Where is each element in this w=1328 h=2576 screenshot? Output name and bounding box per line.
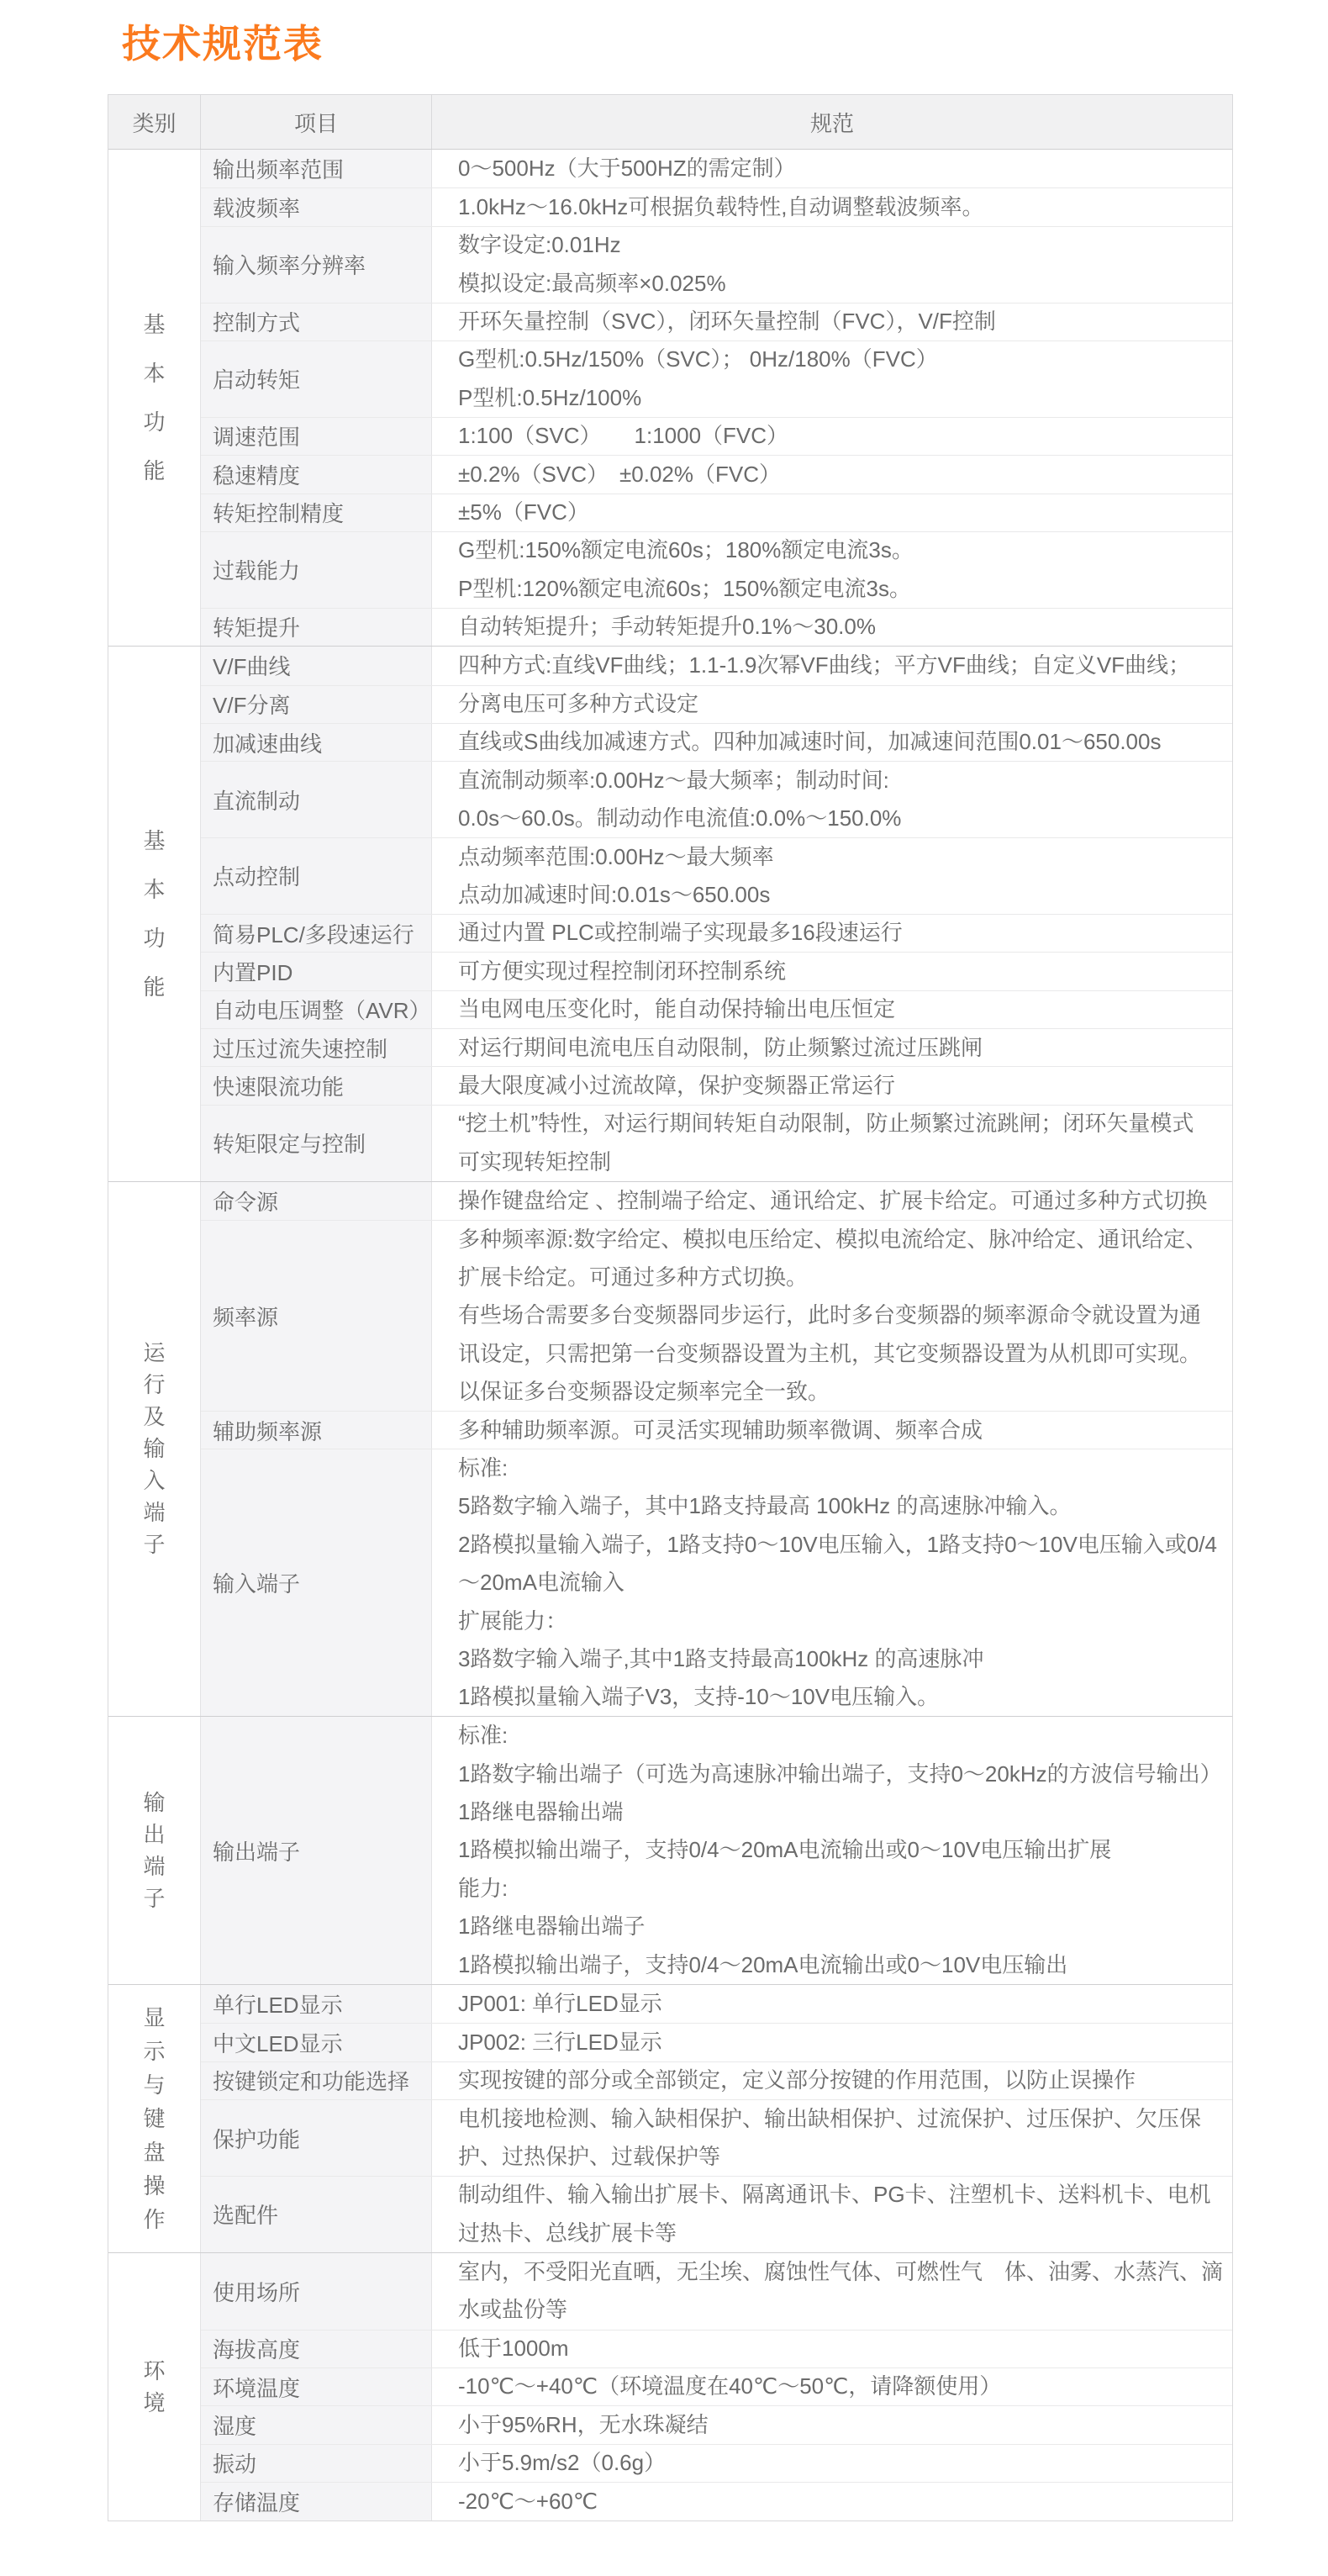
- spec-line: 自动转矩提升；手动转矩提升0.1%～30.0%: [458, 614, 876, 640]
- item-cell: 频率源: [201, 1221, 432, 1411]
- spec-cell: [432, 609, 1232, 646]
- spec-line: 以保证多台变频器设定频率完全一致。: [458, 1379, 830, 1405]
- category-char: 能: [143, 458, 166, 484]
- spec-cell: [432, 456, 1232, 493]
- category-char: 操: [143, 2172, 166, 2199]
- spec-cell: [432, 1985, 1232, 2023]
- spec-line: 点动加减速时间:0.01s～650.00s: [458, 882, 771, 907]
- spec-line: JP001: 单行LED显示: [458, 1991, 662, 2017]
- spec-line: G型机:0.5Hz/150%（SVC）； 0Hz/180%（FVC）: [458, 346, 938, 372]
- spec-line: ±0.2%（SVC） ±0.02%（FVC）: [458, 461, 781, 487]
- spec-cell: [432, 2024, 1232, 2061]
- table-row: [201, 2367, 1232, 2405]
- item-cell: 转矩控制精度: [201, 494, 432, 531]
- item-cell: 启动转矩: [201, 341, 432, 417]
- item-cell: 稳速精度: [201, 456, 432, 493]
- category-cell: [108, 150, 201, 646]
- table-row: [201, 952, 1232, 990]
- item-cell: 加减速曲线: [201, 724, 432, 761]
- spec-line: 可实现转矩控制: [458, 1148, 612, 1175]
- item-cell: 中文LED显示: [201, 2024, 432, 2061]
- spec-cell: [432, 2483, 1232, 2520]
- spec-line: G型机:150%额定电流60s；180%额定电流3s。: [458, 537, 914, 563]
- table-row: [201, 685, 1232, 723]
- table-row: [201, 2061, 1232, 2099]
- spec-line: 直线或S曲线加减速方式。四种加减速时间，加减速间范围0.01～650.00s: [458, 729, 1162, 755]
- table-row: [201, 1220, 1232, 1411]
- spec-line: 模拟设定:最高频率×0.025%: [458, 270, 726, 296]
- table-row: [201, 2023, 1232, 2061]
- category-char: 显: [143, 2004, 166, 2030]
- spec-cell: [432, 1221, 1232, 1411]
- spec-line: 开环矢量控制（SVC），闭环矢量控制（FVC），V/F控制: [458, 309, 996, 335]
- table-row: [201, 187, 1232, 225]
- spec-cell: [432, 2253, 1232, 2330]
- category-char: 输: [143, 1790, 166, 1816]
- table-row: [201, 494, 1232, 531]
- spec-line: 讯设定，只需把第一台变频器设置为主机，其它变频器设置为从机即可实现。: [458, 1340, 1202, 1366]
- category-cell: [108, 1182, 201, 1717]
- spec-line: 扩展卡给定。可通过多种方式切换。: [458, 1264, 809, 1290]
- spec-line: 1路继电器输出端子: [458, 1914, 646, 1940]
- spec-line: 实现按键的部分或全部锁定，定义部分按键的作用范围，以防止误操作: [458, 2067, 1136, 2093]
- item-cell: 选配件: [201, 2177, 432, 2252]
- spec-line: 最大限度减小过流故障，保护变频器正常运行: [458, 1072, 896, 1098]
- item-cell: 快速限流功能: [201, 1067, 432, 1104]
- spec-cell: [432, 532, 1232, 608]
- table-row: [201, 2099, 1232, 2176]
- category-char: 本: [143, 876, 166, 902]
- spec-cell: [432, 991, 1232, 1028]
- item-cell: 过载能力: [201, 532, 432, 608]
- item-cell: 过压过流失速控制: [201, 1029, 432, 1066]
- category-char: 境: [143, 2389, 166, 2415]
- spec-cell: [432, 150, 1232, 187]
- table-row: [201, 647, 1232, 684]
- section-rows: [201, 647, 1232, 1181]
- spec-line: JP002: 三行LED显示: [458, 2029, 662, 2055]
- item-cell: 按键锁定和功能选择: [201, 2062, 432, 2099]
- category-char: 功: [143, 409, 166, 435]
- category-char: 基: [143, 827, 166, 853]
- item-cell: V/F分离: [201, 686, 432, 723]
- category-cell: [108, 647, 201, 1181]
- item-cell: 湿度: [201, 2406, 432, 2443]
- item-cell: 保护功能: [201, 2100, 432, 2176]
- item-cell: 点动控制: [201, 838, 432, 914]
- spec-cell: [432, 2100, 1232, 2176]
- spec-line: 扩展能力：: [458, 1607, 568, 1634]
- spec-line: ±5%（FVC）: [458, 499, 589, 525]
- spec-line: -20℃～+60℃: [458, 2488, 598, 2514]
- section-rows: [201, 2253, 1232, 2521]
- spec-cell: [432, 1449, 1232, 1716]
- spec-cell: [432, 686, 1232, 723]
- spec-cell: [432, 2368, 1232, 2405]
- table-row: [201, 608, 1232, 646]
- table-row: [201, 761, 1232, 837]
- table-row: [201, 1066, 1232, 1104]
- table-row: [201, 1717, 1232, 1984]
- item-cell: 输入频率分辨率: [201, 227, 432, 303]
- spec-line: 3路数字输入端子,其中1路支持最高100kHz 的高速脉冲: [458, 1645, 984, 1671]
- section-rows: [201, 1985, 1232, 2252]
- table-row: [201, 1449, 1232, 1716]
- spec-line: 1:100（SVC） 1:1000（FVC）: [458, 423, 789, 449]
- item-cell: 输入端子: [201, 1449, 432, 1716]
- spec-line: 对运行期间电流电压自动限制，防止频繁过流过压跳闸: [458, 1034, 983, 1060]
- spec-line: 点动频率范围:0.00Hz～最大频率: [458, 843, 774, 869]
- item-cell: V/F曲线: [201, 647, 432, 684]
- table-section: [108, 1181, 1232, 1717]
- spec-cell: [432, 2445, 1232, 2482]
- spec-cell: [432, 1067, 1232, 1104]
- item-cell: 调速范围: [201, 418, 432, 455]
- spec-cell: [432, 953, 1232, 990]
- spec-line: 低于1000m: [458, 2336, 569, 2362]
- table-row: [201, 2444, 1232, 2482]
- spec-line: 1路数字输出端子（可选为高速脉冲输出端子，支持0～20kHz的方波信号输出）: [458, 1760, 1222, 1787]
- spec-cell: [432, 494, 1232, 531]
- section-rows: [201, 1717, 1232, 1984]
- spec-line: 当电网电压变化时，能自动保持输出电压恒定: [458, 996, 896, 1022]
- spec-cell: [432, 227, 1232, 303]
- spec-line: 电机接地检测、输入缺相保护、输出缺相保护、过流保护、过压保护、欠压保: [458, 2105, 1202, 2131]
- spec-line: 通过内置 PLC或控制端子实现最多16段速运行: [458, 920, 903, 946]
- spec-line: 过热卡、总线扩展卡等: [458, 2220, 677, 2246]
- category-char: 运: [143, 1340, 166, 1366]
- spec-line: 1路模拟输出端子，支持0/4～20mA电流输出或0～10V电压输出扩展: [458, 1837, 1112, 1863]
- spec-cell: [432, 724, 1232, 761]
- spec-cell: [432, 341, 1232, 417]
- spec-line: 多种频率源:数字给定、模拟电压给定、模拟电流给定、脉冲给定、通讯给定、: [458, 1226, 1208, 1252]
- spec-cell: [432, 2062, 1232, 2099]
- item-cell: 环境温度: [201, 2368, 432, 2405]
- spec-line: 小于95%RH，无水珠凝结: [458, 2411, 709, 2437]
- table-row: [201, 150, 1232, 187]
- item-cell: 自动电压调整（AVR）: [201, 991, 432, 1028]
- category-char: 功: [143, 925, 166, 951]
- spec-cell: [432, 1717, 1232, 1984]
- spec-line: -10℃～+40℃（环境温度在40℃～50℃，请降额使用）: [458, 2373, 1002, 2399]
- spec-cell: [432, 1029, 1232, 1066]
- section-rows: [201, 150, 1232, 646]
- table-row: [201, 2482, 1232, 2520]
- table-section: [108, 2252, 1232, 2521]
- section-rows: [201, 1182, 1232, 1717]
- spec-line: 标准:: [458, 1723, 509, 1749]
- table-section: [108, 646, 1232, 1181]
- spec-cell: [432, 762, 1232, 837]
- spec-line: 0.0s～60.0s。制动动作电流值:0.0%～150.0%: [458, 805, 902, 831]
- spec-line: 1路继电器输出端: [458, 1799, 624, 1825]
- table-row: [201, 226, 1232, 303]
- table-row: [201, 417, 1232, 455]
- category-char: 与: [143, 2072, 166, 2098]
- table-row: [201, 1182, 1232, 1220]
- spec-cell: [432, 2177, 1232, 2252]
- spec-cell: [432, 2406, 1232, 2443]
- category-cell: [108, 1717, 201, 1984]
- table-row: [201, 455, 1232, 493]
- spec-table: [108, 94, 1233, 2521]
- page-title: 技术规范表: [122, 22, 324, 66]
- category-char: 子: [143, 1886, 166, 1912]
- spec-line: 分离电压可多种方式设定: [458, 691, 699, 717]
- category-char: 示: [143, 2038, 166, 2064]
- item-cell: 单行LED显示: [201, 1985, 432, 2023]
- category-char: 输: [143, 1436, 166, 1462]
- spec-line: 标准:: [458, 1454, 509, 1481]
- item-cell: 控制方式: [201, 304, 432, 340]
- spec-cell: [432, 188, 1232, 225]
- spec-cell: [432, 304, 1232, 340]
- header-item: 项目: [201, 95, 432, 149]
- item-cell: 辅助频率源: [201, 1412, 432, 1449]
- category-char: 入: [143, 1468, 166, 1494]
- item-cell: 转矩限定与控制: [201, 1106, 432, 1181]
- item-cell: 转矩提升: [201, 609, 432, 646]
- spec-line: P型机:120%额定电流60s；150%额定电流3s。: [458, 575, 911, 601]
- category-char: 作: [143, 2206, 166, 2232]
- spec-line: 制动组件、输入输出扩展卡、隔离通讯卡、PG卡、注塑机卡、送料机卡、电机: [458, 2182, 1211, 2208]
- spec-line: ～20mA电流输入: [458, 1570, 624, 1596]
- spec-line: P型机:0.5Hz/100%: [458, 384, 642, 410]
- category-char: 键: [143, 2105, 166, 2131]
- table-header-row: [108, 95, 1232, 149]
- category-char: 基: [143, 312, 166, 338]
- spec-line: 有些场合需要多台变频器同步运行，此时多台变频器的频率源命令就设置为通: [458, 1302, 1202, 1328]
- category-char: 端: [143, 1500, 166, 1526]
- spec-cell: [432, 838, 1232, 914]
- table-row: [201, 1105, 1232, 1181]
- header-spec: 规范: [809, 110, 854, 136]
- table-row: [201, 1411, 1232, 1449]
- category-char: 端: [143, 1854, 166, 1880]
- spec-cell: [432, 1182, 1232, 1220]
- table-row: [201, 723, 1232, 761]
- spec-line: 0～500Hz（大于500HZ的需定制）: [458, 156, 796, 181]
- item-cell: 命令源: [201, 1182, 432, 1220]
- category-char: 出: [143, 1822, 166, 1848]
- spec-cell: [432, 915, 1232, 952]
- item-cell: 振动: [201, 2445, 432, 2482]
- spec-cell: [432, 1412, 1232, 1449]
- spec-line: 1.0kHz～16.0kHz可根据负载特性,自动调整载波频率。: [458, 193, 984, 219]
- category-cell: [108, 1985, 201, 2252]
- table-row: [201, 837, 1232, 914]
- table-section: [108, 1984, 1232, 2252]
- table-row: [201, 990, 1232, 1028]
- spec-cell: [432, 1106, 1232, 1181]
- table-row: [201, 2176, 1232, 2252]
- spec-line: 护、过热保护、过载保护等: [458, 2144, 721, 2170]
- table-row: [201, 914, 1232, 952]
- spec-line: 5路数字输入端子，其中1路支持最高 100kHz 的高速脉冲输入。: [458, 1493, 1072, 1519]
- table-row: [201, 531, 1232, 608]
- spec-line: 水或盐份等: [458, 2297, 568, 2323]
- spec-line: 多种辅助频率源。可灵活实现辅助频率微调、频率合成: [458, 1417, 983, 1443]
- category-char: 子: [143, 1532, 166, 1558]
- category-char: 本: [143, 361, 166, 387]
- spec-line: 室内，不受阳光直晒，无尘埃、腐蚀性气体、可燃性气 体、油雾、水蒸汽、滴: [458, 2258, 1224, 2284]
- item-cell: 使用场所: [201, 2253, 432, 2330]
- category-char: 及: [143, 1404, 166, 1430]
- spec-cell: [432, 418, 1232, 455]
- item-cell: 简易PLC/多段速运行: [201, 915, 432, 952]
- category-char: 能: [143, 974, 166, 1000]
- table-section: [108, 149, 1232, 646]
- spec-line: 直流制动频率:0.00Hz～最大频率；制动时间:: [458, 767, 889, 793]
- category-char: 环: [143, 2357, 166, 2383]
- spec-line: 1路模拟输出端子，支持0/4～20mA电流输出或0～10V电压输出: [458, 1951, 1068, 1977]
- spec-cell: [432, 647, 1232, 684]
- category-cell: [108, 2253, 201, 2521]
- spec-cell: [432, 2331, 1232, 2367]
- item-cell: 载波频率: [201, 188, 432, 225]
- item-cell: 输出频率范围: [201, 150, 432, 187]
- item-cell: 输出端子: [201, 1717, 432, 1984]
- spec-line: 小于5.9m/s2（0.6g）: [458, 2450, 667, 2476]
- spec-line: 2路模拟量输入端子，1路支持0～10V电压输入，1路支持0～10V电压输入或0/4: [458, 1531, 1217, 1557]
- spec-line: 数字设定:0.01Hz: [458, 232, 621, 258]
- category-char: 行: [143, 1372, 166, 1398]
- header-category: 类别: [108, 95, 201, 149]
- table-row: [201, 2330, 1232, 2367]
- table-row: [201, 2253, 1232, 2330]
- spec-line: 能力:: [458, 1875, 509, 1901]
- table-row: [201, 1985, 1232, 2023]
- spec-line: “挖土机”特性，对运行期间转矩自动限制，防止频繁过流跳闸；闭环矢量模式: [458, 1111, 1194, 1137]
- category-char: 盘: [143, 2139, 166, 2165]
- spec-line: 四种方式:直线VF曲线；1.1-1.9次幂VF曲线；平方VF曲线；自定义VF曲线；: [458, 652, 1191, 678]
- table-section: [108, 1716, 1232, 1984]
- item-cell: 直流制动: [201, 762, 432, 837]
- spec-line: 可方便实现过程控制闭环控制系统: [458, 958, 787, 984]
- spec-line: 操作键盘给定 、控制端子给定、通讯给定、扩展卡给定。可通过多种方式切换: [458, 1187, 1208, 1213]
- table-row: [201, 2405, 1232, 2443]
- item-cell: 存储温度: [201, 2483, 432, 2520]
- table-body: [108, 149, 1232, 2521]
- item-cell: 内置PID: [201, 953, 432, 990]
- spec-line: 1路模拟量输入端子V3，支持-10～10V电压输入。: [458, 1684, 940, 1710]
- item-cell: 海拔高度: [201, 2331, 432, 2367]
- table-row: [201, 1028, 1232, 1066]
- table-row: [201, 303, 1232, 340]
- table-row: [201, 340, 1232, 417]
